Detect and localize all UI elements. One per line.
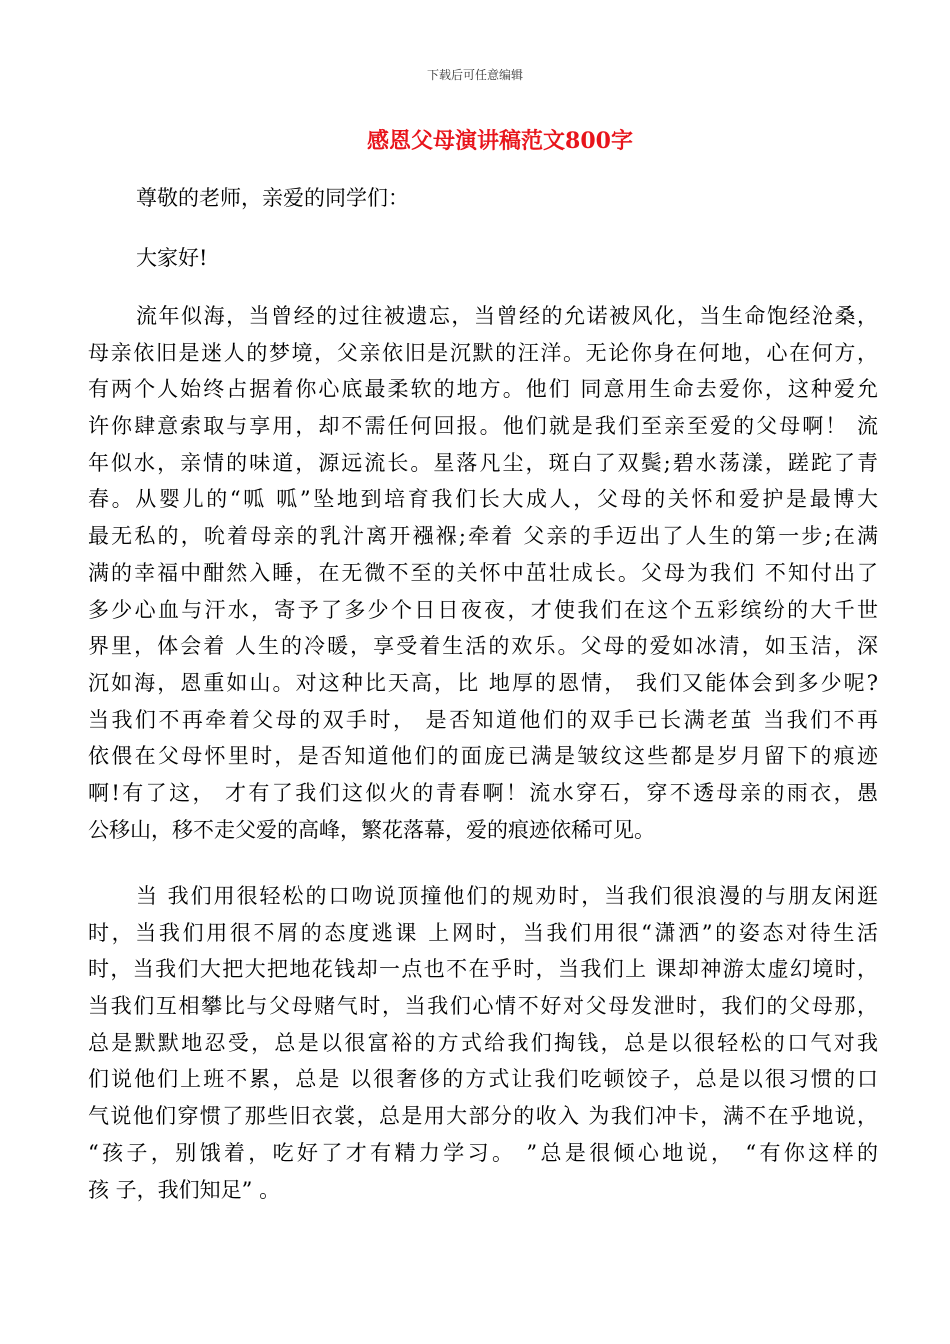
paragraph-line: 依偎在父母怀里时，是否知道他们的面庞已满是皱纹这些都是岁月留下的痕迹	[88, 744, 878, 769]
paragraph-line: 界里，体会着 人生的冷暖，享受着生活的欢乐。父母的爱如冰清，如玉洁，深	[88, 634, 878, 659]
paragraph-line: 总是默默地忍受，总是以很富裕的方式给我们掏钱，总是以很轻松的口气对我	[88, 1030, 878, 1055]
document-title: 感恩父母演讲稿范文800字	[367, 128, 633, 154]
paragraph-line: 时，当我们大把大把地花钱却一点也不在乎时，当我们上 课却神游太虚幻境时，	[88, 957, 878, 982]
greeting-salutation: 尊敬的老师，亲爱的同学们：	[136, 186, 409, 210]
paragraph-line: 最无私的，吮着母亲的乳汁离开襁褓;牵着 父亲的手迈出了人生的第一步;在满	[88, 524, 878, 549]
paragraph-line: 当我们互相攀比与父母赌气时，当我们心情不好对父母发泄时，我们的父母那，	[88, 994, 878, 1019]
paragraph-line: 当 我们用很轻松的口吻说顶撞他们的规劝时，当我们很浪漫的与朋友闲逛	[136, 884, 878, 908]
paragraph-line: 沉如海，恩重如山。对这种比天高，比 地厚的恩情， 我们又能体会到多少呢?	[88, 670, 878, 695]
header-note: 下载后可任意编辑	[426, 68, 523, 82]
paragraph-line: 啊!有了这， 才有了我们这似火的青春啊！流水穿石，穿不透母亲的雨衣，愚	[88, 780, 878, 805]
paragraph-line: 公移山，移不走父爱的高峰，繁花落幕，爱的痕迹依稀可见。	[88, 817, 655, 842]
paragraph-line: 们说他们上班不累，总是 以很奢侈的方式让我们吃顿饺子，总是以很习惯的口	[88, 1067, 878, 1092]
paragraph-line: 许你肆意索取与享用，却不需任何回报。他们就是我们至亲至爱的父母啊！ 流	[88, 414, 878, 439]
paragraph-line: “孩子，别饿着，吃好了才有精力学习。 ”总是很倾心地说， “有你这样的	[88, 1140, 878, 1165]
paragraph-line: 春。从婴儿的“呱 呱”坠地到培育我们长大成人，父母的关怀和爱护是最博大	[88, 487, 878, 512]
paragraph-line: 满的幸福中酣然入睡，在无微不至的关怀中茁壮成长。父母为我们 不知付出了	[88, 560, 878, 585]
paragraph-1	[88, 298, 878, 848]
greeting-hello: 大家好!	[136, 246, 208, 270]
paragraph-line: 母亲依旧是迷人的梦境，父亲依旧是沉默的汪洋。无论你身在何地，心在何方，	[88, 340, 878, 365]
paragraph-line: 孩 子，我们知足” 。	[88, 1177, 281, 1202]
paragraph-line: 年似水，亲情的味道，源远流长。星落凡尘，斑白了双鬓;碧水荡漾，蹉跎了青	[88, 450, 878, 475]
paragraph-line: 当我们不再牵着父母的双手时， 是否知道他们的双手已长满老茧 当我们不再	[88, 707, 878, 732]
paragraph-line: 气说他们穿惯了那些旧衣裳，总是用大部分的收入 为我们冲卡，满不在乎地说，	[88, 1104, 878, 1129]
paragraph-2	[88, 878, 878, 1208]
paragraph-line: 流年似海，当曾经的过往被遗忘，当曾经的允诺被风化，当生命饱经沧桑，	[136, 304, 878, 328]
paragraph-line: 时，当我们用很不屑的态度逃课 上网时，当我们用很“潇洒”的姿态对待生活	[88, 920, 878, 945]
paragraph-line: 多少心血与汗水，寄予了多少个日日夜夜，才使我们在这个五彩缤纷的大千世	[88, 597, 878, 622]
paragraph-line: 有两个人始终占据着你心底最柔软的地方。他们 同意用生命去爱你，这种爱允	[88, 377, 878, 402]
